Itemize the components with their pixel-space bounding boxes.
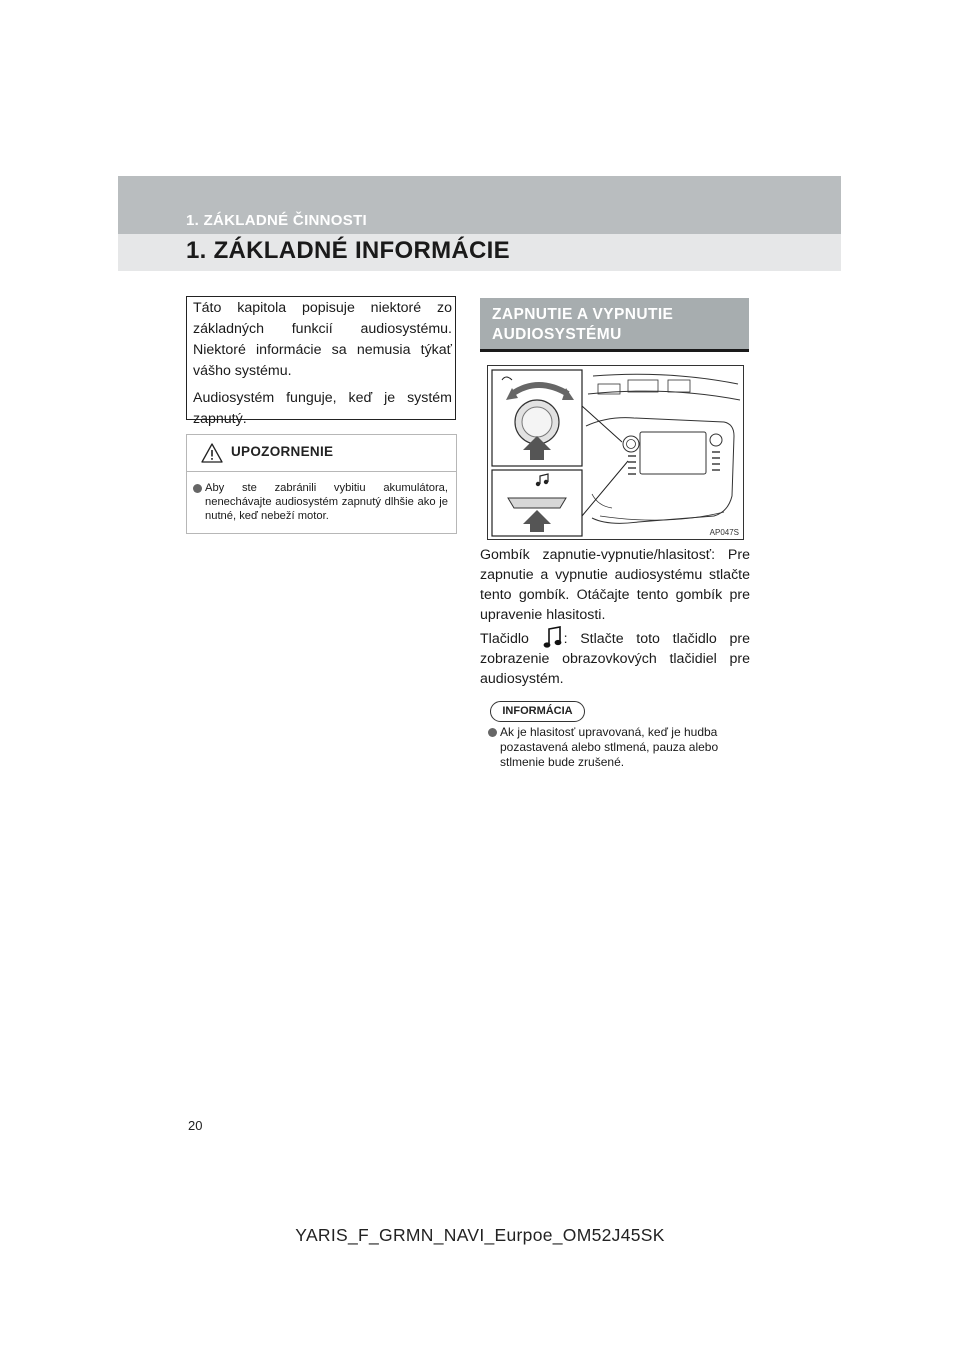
info-text: Ak je hlasitosť upravovaná, keď je hudba pozastavená alebo stlmená, pauza alebo stlmenie bude zrušené.	[500, 725, 719, 769]
button-text-prefix: Tlačidlo	[480, 631, 529, 647]
button-text-suffix: : Stlačte toto tlačidlo pre zobrazenie obrazovkových tlačidiel pre audiosystém.	[480, 631, 750, 687]
intro-paragraph-1: Táto kapitola popisuje niektoré zo základných funkcií audiosystému. Niektoré informácie sa nemusia týkať vášho systému.	[193, 300, 452, 379]
dashboard-illustration	[488, 366, 743, 539]
section-heading	[480, 298, 749, 352]
warning-triangle-icon	[201, 443, 223, 463]
bullet-icon	[488, 728, 497, 737]
caution-heading: UPOZORNENIE	[231, 444, 334, 459]
page-number: 20	[188, 1118, 203, 1133]
music-note-icon	[543, 625, 563, 649]
caution-body	[187, 472, 456, 523]
chapter-header	[118, 176, 841, 271]
chapter-title: 1. ZÁKLADNÉ ČINNOSTI	[186, 212, 368, 229]
section-heading-text	[492, 305, 673, 345]
button-description	[480, 625, 750, 689]
title-strip	[118, 234, 841, 271]
figure-code: AP047S	[709, 528, 739, 537]
intro-box	[186, 296, 456, 427]
bullet-icon	[193, 484, 202, 493]
caution-text: Aby ste zabránili vybitiu akumulátora, nenechávajte audiosystém zapnutý dlhšie ako je nutné, keď nebeží motor.	[205, 482, 448, 522]
document-id: YARIS_F_GRMN_NAVI_Eurpoe_OM52J45SK	[295, 1225, 665, 1245]
audio-panel-illustration	[487, 365, 744, 540]
caution-box	[186, 434, 457, 534]
section-heading-line-1: ZAPNUTIE A VYPNUTIE	[492, 306, 674, 323]
caution-header	[187, 435, 456, 472]
intro-paragraph-2: Audiosystém funguje, keď je systém zapnutý.	[193, 390, 452, 427]
section-heading-line-2: AUDIOSYSTÉMU	[492, 326, 622, 343]
page-title: 1. ZÁKLADNÉ INFORMÁCIE	[186, 237, 510, 264]
info-body	[488, 725, 750, 770]
knob-description: Gombík zapnutie-vypnutie/hlasitosť: Pre zapnutie a vypnutie audiosystému stlačte tento gombík. Otáčajte tento gombík pre upravenie hlasitosti.	[480, 547, 750, 623]
info-tag: INFORMÁCIA	[490, 701, 585, 722]
